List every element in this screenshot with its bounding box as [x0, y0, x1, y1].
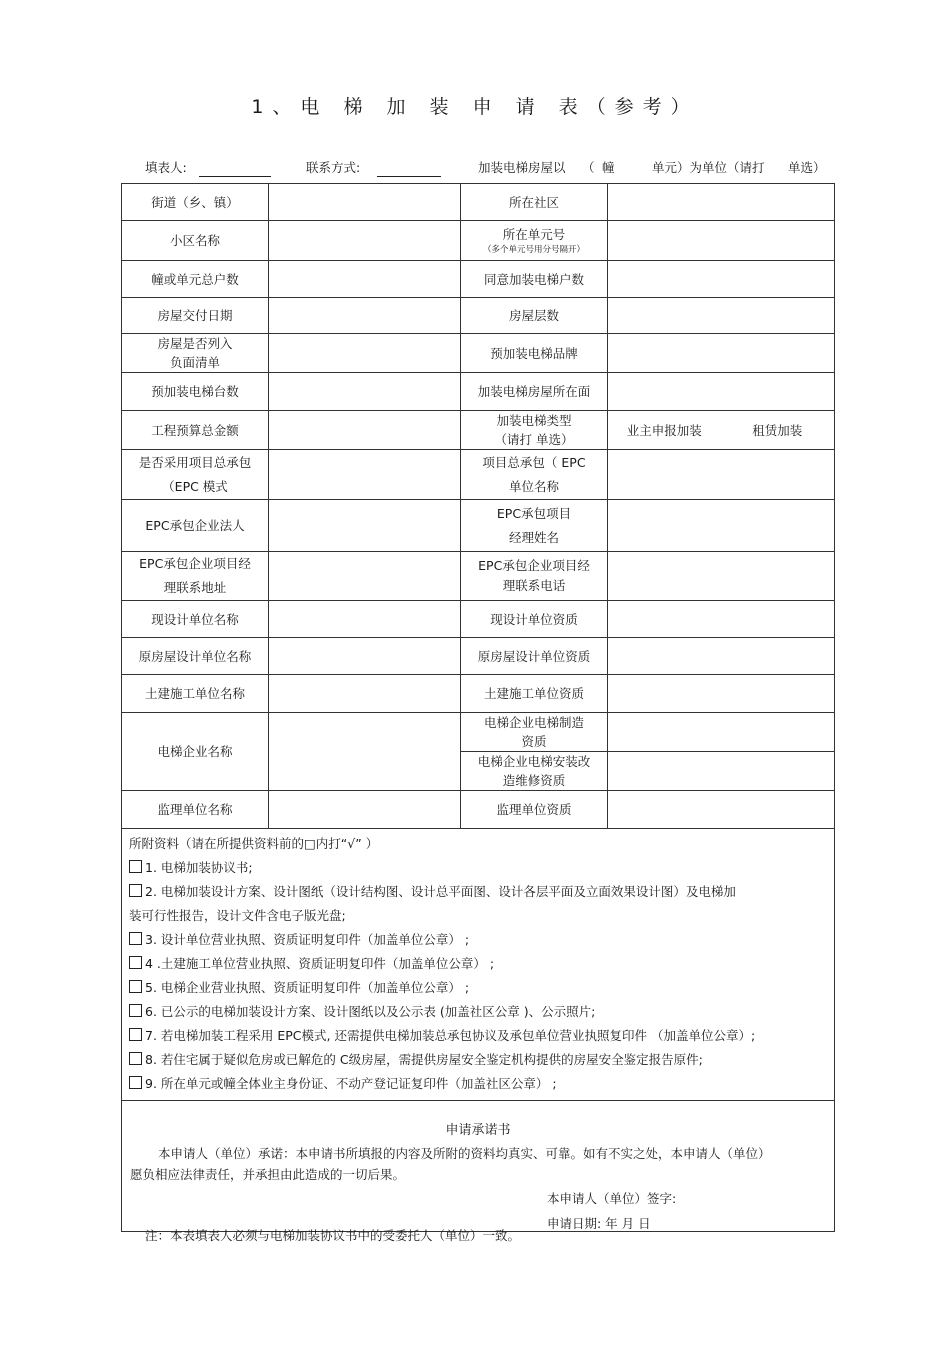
total-households-field[interactable]: [269, 261, 461, 298]
unit-no-text: 所在单元号: [502, 227, 566, 242]
epc-unit-line2: 单位名称: [508, 478, 559, 494]
supervisor-field[interactable]: [269, 791, 461, 829]
design-qual-label: 现设计单位资质: [461, 601, 608, 638]
attachment-item[interactable]: [129, 1072, 834, 1096]
epc-unit-field[interactable]: [608, 450, 835, 500]
attachment-item[interactable]: [129, 952, 834, 976]
civil-qual-label: 土建施工单位资质: [461, 675, 608, 713]
community-label: 所在社区: [461, 184, 608, 221]
epc-mode-field[interactable]: [269, 450, 461, 500]
total-households-label: 幢或单元总户数: [122, 261, 269, 298]
pledge-signature[interactable]: 本申请人（单位）签字:: [547, 1191, 677, 1206]
mfg-qual-field[interactable]: [608, 713, 835, 752]
unit-text-2: （: [582, 160, 595, 175]
epc-tel-line1: EPC承包企业项目经: [478, 558, 590, 573]
attachment-item[interactable]: [129, 1000, 834, 1024]
unit-no-field[interactable]: [608, 221, 835, 261]
attachment-text: 1. 电梯加装协议书;: [145, 860, 253, 875]
floors-label: 房屋层数: [461, 298, 608, 334]
attachment-text: 9. 所在单元或幢全体业主身份证、不动产登记证复印件（加盖社区公章） ;: [145, 1076, 557, 1091]
checkbox-icon[interactable]: [129, 860, 142, 873]
civil-qual-field[interactable]: [608, 675, 835, 713]
floors-field[interactable]: [608, 298, 835, 334]
attachment-text: 8. 若住宅属于疑似危房或已解危的 C级房屋，需提供房屋安全鉴定机构提供的房屋安全鉴定报告原件;: [145, 1052, 703, 1067]
attachment-item[interactable]: [129, 856, 834, 880]
delivery-date-field[interactable]: [269, 298, 461, 334]
elevator-count-field[interactable]: [269, 373, 461, 411]
design-unit-field[interactable]: [269, 601, 461, 638]
budget-field[interactable]: [269, 411, 461, 450]
type-line2: （请打 单选）: [494, 432, 574, 447]
footnote: 注：本表填表人必须与电梯加装协议书中的受委托人（单位）一致。: [145, 1228, 521, 1243]
checkbox-icon[interactable]: [129, 884, 142, 897]
type-option-owner[interactable]: 业主申报加装: [608, 411, 721, 450]
attachment-item[interactable]: [129, 928, 834, 952]
epc-mode-label: [122, 450, 269, 500]
type-option-lease[interactable]: 租赁加装: [721, 411, 835, 450]
street-label: 街道（乡、镇）: [122, 184, 269, 221]
attachment-text: 2. 电梯加装设计方案、设计图纸（设计结构图、设计总平面图、设计各层平面及立面效果设计图）及电梯加: [145, 884, 736, 899]
attachment-item[interactable]: [129, 976, 834, 1000]
unit-text-1: 加装电梯房屋以: [478, 160, 566, 175]
attachment-text: 4 .土建施工单位营业执照、资质证明复印件（加盖单位公章） ;: [145, 956, 495, 971]
contact-input-line[interactable]: [377, 176, 441, 177]
design-qual-field[interactable]: [608, 601, 835, 638]
attachment-text: 7. 若电梯加装工程采用 EPC模式, 还需提供电梯加装总承包协议及承包单位营业执照复印件 （加盖单位公章）;: [145, 1028, 756, 1043]
unit-no-note: （多个单元号用分号隔开）: [482, 245, 585, 255]
contact-label: 联系方式:: [306, 160, 361, 175]
budget-label: 工程预算总金额: [122, 411, 269, 450]
attachment-text: 6. 已公示的电梯加装设计方案、设计图纸以及公示表 (加盖社区公章 )、公示照片;: [145, 1004, 596, 1019]
epc-addr-line2: 理联系地址: [163, 580, 227, 595]
epc-mode-line1: 是否采用项目总承包: [138, 454, 252, 470]
epc-addr-line1: EPC承包企业项目经: [139, 556, 251, 571]
epc-addr-field[interactable]: [269, 552, 461, 601]
mfg-qual-line1: 电梯企业电梯制造: [483, 715, 584, 730]
attachment-item-continued: 装可行性报告，设计文件含电子版光盘;: [129, 908, 346, 923]
epc-tel-line2: 理联系电话: [502, 578, 566, 593]
epc-tel-field[interactable]: [608, 552, 835, 601]
pledge-body: 本申请人（单位）承诺：本申请书所填报的内容及所附的资料均真实、可靠。如有不实之处，本申请人（单位）愿负相应法律责任，并承担由此造成的一切后果。: [130, 1146, 771, 1182]
unit-text-5: 单选）: [788, 160, 826, 175]
supervisor-qual-label: 监理单位资质: [461, 791, 608, 829]
mfg-qual-line2: 资质: [521, 734, 547, 749]
estate-label: 小区名称: [122, 221, 269, 261]
community-field[interactable]: [608, 184, 835, 221]
epc-mode-line2: （EPC 模式: [162, 478, 228, 494]
mfg-qual-label: [461, 713, 608, 752]
epc-tel-label: [461, 552, 608, 601]
brand-label: 预加装电梯品牌: [461, 334, 608, 373]
unit-text-3: 幢: [602, 160, 615, 175]
epc-pm-line1: EPC承包项目: [496, 505, 572, 521]
install-qual-field[interactable]: [608, 752, 835, 791]
pledge-section: [122, 1101, 835, 1232]
facade-field[interactable]: [608, 373, 835, 411]
attachment-text: 5. 电梯企业营业执照、资质证明复印件（加盖单位公章） ;: [145, 980, 470, 995]
pledge-title: 申请承诺书: [445, 1123, 511, 1138]
elevator-co-label: 电梯企业名称: [122, 713, 269, 791]
install-qual-label: [461, 752, 608, 791]
unit-text-4: 单元）为单位（请打: [652, 160, 765, 175]
epc-unit-line1: 项目总承包（ EPC: [482, 454, 586, 470]
checkbox-icon[interactable]: [129, 1052, 142, 1065]
epc-pm-line2: 经理姓名: [508, 529, 559, 545]
agree-households-field[interactable]: [608, 261, 835, 298]
orig-design-unit-label: 原房屋设计单位名称: [122, 638, 269, 675]
filler-label: 填表人:: [145, 160, 187, 175]
install-qual-line1: 电梯企业电梯安装改: [477, 754, 591, 769]
pledge-date[interactable]: 申请日期: 年 月 日: [547, 1216, 651, 1231]
civil-unit-field[interactable]: [269, 675, 461, 713]
orig-design-unit-field[interactable]: [269, 638, 461, 675]
epc-legal-label: EPC承包企业法人: [122, 500, 269, 552]
civil-unit-label: 土建施工单位名称: [122, 675, 269, 713]
type-line1: 加装电梯类型: [496, 413, 572, 428]
orig-design-qual-label: 原房屋设计单位资质: [461, 638, 608, 675]
checkbox-icon[interactable]: [129, 932, 142, 945]
estate-field[interactable]: [269, 221, 461, 261]
agree-households-label: 同意加装电梯户数: [461, 261, 608, 298]
negative-list-label: [122, 334, 269, 373]
install-qual-line2: 造维修资质: [502, 773, 566, 788]
attachments-intro: 所附资料（请在所提供资料前的□内打“√” ）: [129, 836, 379, 851]
delivery-date-label: 房屋交付日期: [122, 298, 269, 334]
supervisor-label: 监理单位名称: [122, 791, 269, 829]
epc-addr-label: [122, 552, 269, 601]
design-unit-label: 现设计单位名称: [122, 601, 269, 638]
checkbox-icon[interactable]: [129, 1076, 142, 1089]
epc-legal-field[interactable]: [269, 500, 461, 552]
supervisor-qual-field[interactable]: [608, 791, 835, 829]
attachments-section: [122, 829, 835, 1101]
checkbox-icon[interactable]: [129, 1004, 142, 1017]
filler-input-line[interactable]: [199, 176, 271, 177]
unit-no-label: [461, 221, 608, 261]
negative-list-line2: 负面清单: [169, 355, 220, 370]
epc-pm-field[interactable]: [608, 500, 835, 552]
application-table: [121, 183, 835, 1232]
checkbox-icon[interactable]: [129, 1028, 142, 1041]
negative-list-line1: 房屋是否列入: [157, 336, 233, 351]
epc-unit-label: [461, 450, 608, 500]
type-label: [461, 411, 608, 450]
elevator-co-field[interactable]: [269, 713, 461, 791]
negative-list-field[interactable]: [269, 334, 461, 373]
checkbox-icon[interactable]: [129, 980, 142, 993]
attachment-text: 3. 设计单位营业执照、资质证明复印件（加盖单位公章） ;: [145, 932, 470, 947]
checkbox-icon[interactable]: [129, 956, 142, 969]
orig-design-qual-field[interactable]: [608, 638, 835, 675]
attachment-item[interactable]: [129, 1024, 834, 1048]
brand-field[interactable]: [608, 334, 835, 373]
street-field[interactable]: [269, 184, 461, 221]
facade-label: 加装电梯房屋所在面: [461, 373, 608, 411]
attachment-item[interactable]: [129, 880, 834, 904]
form-title: 1、电 梯 加 装 申 请 表（参考）: [251, 96, 699, 118]
epc-pm-label: [461, 500, 608, 552]
elevator-count-label: 预加装电梯台数: [122, 373, 269, 411]
attachment-item[interactable]: [129, 1048, 834, 1072]
